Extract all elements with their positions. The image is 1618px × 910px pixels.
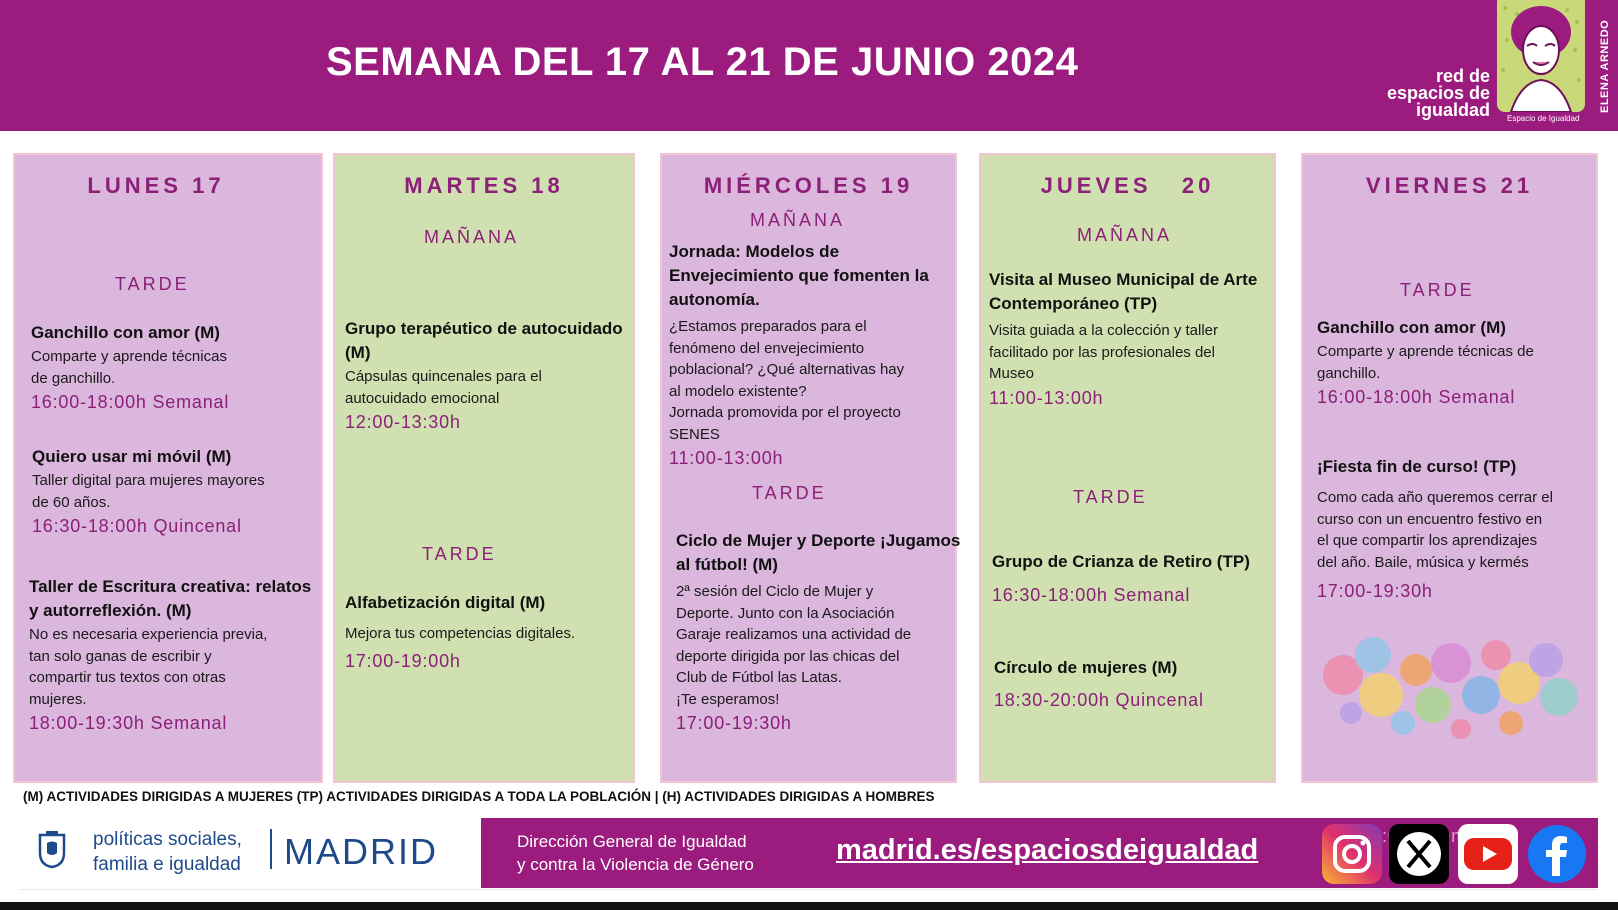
period-label: TARDE bbox=[1073, 487, 1148, 507]
bottom-bar bbox=[0, 902, 1618, 910]
activity: Grupo de Crianza de Retiro (TP) 16:30-18:00h Semanal bbox=[992, 552, 1250, 605]
period-label: MAÑANA bbox=[750, 210, 846, 230]
activity: Visita al Museo Municipal de Arte Contemporáneo (TP) Visita guiada a la colección y taller facilitado por las profesionales del Museo 11:00-13:00h bbox=[989, 270, 1258, 408]
logo-divider bbox=[270, 829, 272, 869]
activity: Taller de Escritura creativa: relatos y autorreflexión. (M) No es necesaria experiencia previa, tan solo ganas de escribir y compartir tus textos con otras mujeres. 18:00-19:30h Semanal bbox=[29, 577, 312, 733]
day-column-monday bbox=[13, 153, 323, 783]
legend: (M) ACTIVIDADES DIRIGIDAS A MUJERES (TP) ACTIVIDADES DIRIGIDAS A TODA LA POBLACIÓN | (H) ACTIVIDADES DIRIGIDAS A HOMBRES bbox=[23, 789, 935, 804]
day-heading: JUEVES 20 bbox=[1040, 173, 1215, 198]
confetti-illustration bbox=[1321, 625, 1583, 740]
instagram-icon[interactable] bbox=[1322, 824, 1382, 884]
period-label: TARDE bbox=[422, 544, 497, 564]
directorate-name: Dirección General de Igualdad y contra la Violencia de Género bbox=[517, 832, 754, 874]
period-label: MAÑANA bbox=[424, 227, 520, 247]
period-label: TARDE bbox=[115, 274, 190, 294]
activity: Alfabetización digital (M) Mejora tus competencias digitales. 17:00-19:00h bbox=[345, 593, 576, 671]
org-name: políticas sociales, familia e igualdad bbox=[93, 829, 242, 875]
activity: Grupo terapéutico de autocuidado (M) Cápsulas quincenales para el autocuidado emocional 12:00-13:30h bbox=[345, 319, 623, 432]
brand-logo bbox=[1385, 0, 1618, 131]
facebook-icon[interactable] bbox=[1527, 824, 1587, 884]
madrid-crest-icon bbox=[38, 829, 66, 869]
day-column-friday bbox=[1301, 153, 1598, 783]
period-label: TARDE bbox=[1400, 280, 1475, 300]
period-label: TARDE bbox=[752, 483, 827, 503]
header-banner bbox=[0, 0, 1385, 131]
city-name: MADRID bbox=[284, 831, 438, 872]
day-heading: MARTES 18 bbox=[404, 173, 564, 198]
activity: ¡Fiesta fin de curso! (TP) Como cada año queremos cerrar el curso con un encuentro festivo en el que compartir los aprendizajes del año. Baile, música y kermés 17:00-19:30h bbox=[1317, 457, 1553, 601]
activity: Quiero usar mi móvil (M) Taller digital para mujeres mayores de 60 años. 16:30-18:00h Quincenal bbox=[32, 447, 265, 536]
footer-divider bbox=[20, 889, 1598, 890]
youtube-icon[interactable] bbox=[1458, 824, 1518, 884]
website-link[interactable]: madrid.es/espaciosdeigualdad bbox=[836, 834, 1259, 866]
day-column-wednesday bbox=[660, 153, 961, 783]
brand-logo-text: red de espacios de igualdad bbox=[1386, 66, 1490, 120]
day-heading: LUNES 17 bbox=[87, 173, 225, 198]
day-heading: VIERNES 21 bbox=[1365, 173, 1534, 198]
brand-caption: Espacio de Igualdad bbox=[1507, 114, 1580, 123]
portrait-illustration bbox=[1497, 0, 1585, 112]
activity: Círculo de mujeres (M) 18:30-20:00h Quincenal bbox=[994, 658, 1204, 710]
activity: Ganchillo con amor (M) Comparte y aprende técnicas de ganchillo. 16:00-18:00h Semanal bbox=[31, 323, 230, 412]
activity: Jornada: Modelos de Envejecimiento que fomenten la autonomía. ¿Estamos preparados para el fenómeno del envejecimiento poblacional? ¿Qué alternativas hay al modelo existente? Jornada promovida por el proyecto SENES 11:00-13:00h bbox=[669, 242, 929, 468]
activity: Ciclo de Mujer y Deporte ¡Jugamos al fútbol! (M) 2ª sesión del Ciclo de Mujer y Deporte. Junto con la Asociación Garaje realizamos una actividad de deporte dirigida por las chicas del Club de Fútbol las Latas. ¡Te esperamos! 17:00-19:30h bbox=[676, 531, 961, 733]
footer-band bbox=[481, 818, 1598, 888]
x-icon[interactable] bbox=[1389, 824, 1449, 884]
day-column-thursday bbox=[979, 153, 1276, 783]
period-label: MAÑANA bbox=[1077, 225, 1173, 245]
day-column-tuesday bbox=[333, 153, 635, 783]
day-heading: MIÉRCOLES 19 bbox=[703, 173, 914, 198]
madrid-logo bbox=[20, 819, 480, 887]
brand-vertical-name: ELENA ARNEDO bbox=[1599, 19, 1611, 113]
page-title: SEMANA DEL 17 AL 21 DE JUNIO 2024 bbox=[326, 40, 1079, 84]
activity: Ganchillo con amor (M) Comparte y aprende técnicas de ganchillo. 16:00-18:00h Semanal bbox=[1317, 318, 1534, 407]
